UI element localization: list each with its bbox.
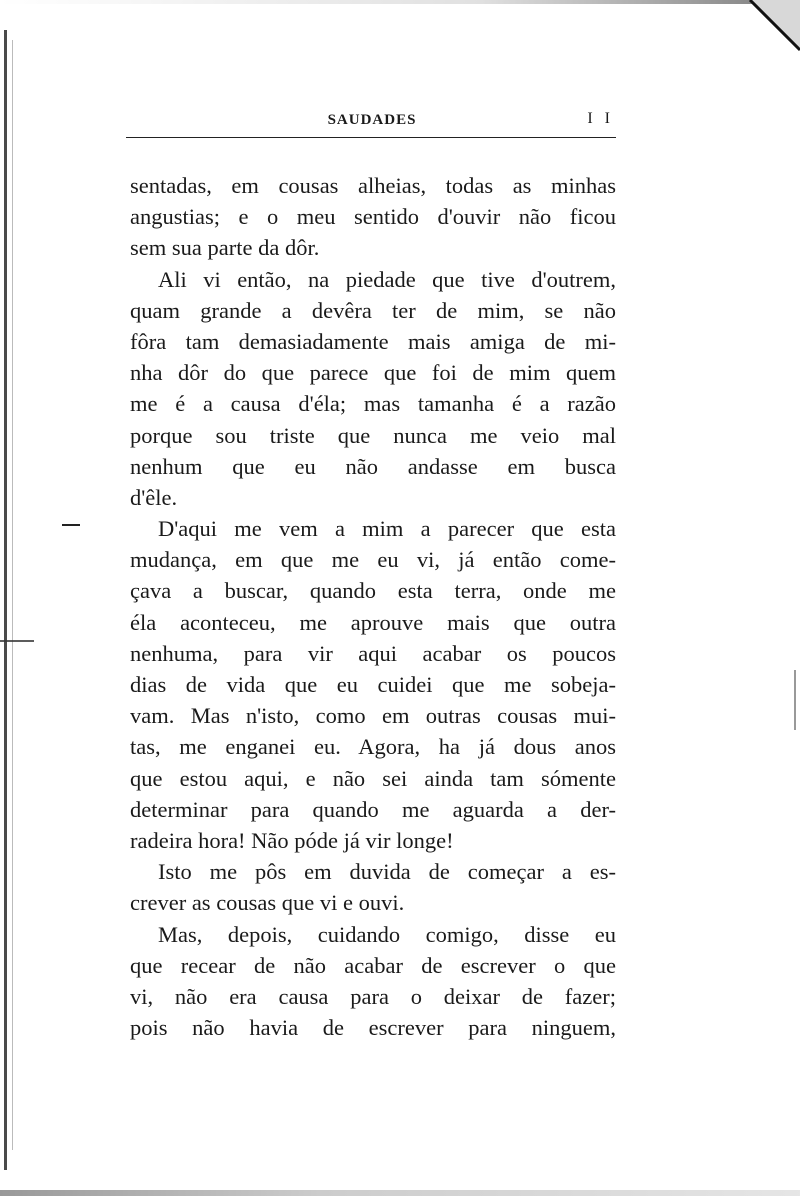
right-margin-mark: [794, 670, 796, 730]
page-number: I I: [587, 110, 614, 127]
text-line: porque sou triste que nunca me veio mal: [130, 422, 616, 448]
text-line: Mas, depois, cuidando comigo, disse eu: [158, 921, 616, 947]
text-line: quam grande a devêra ter de mim, se não: [130, 297, 616, 323]
body-text: [130, 170, 616, 1043]
text-line: crever as cousas que vi e ouvi.: [130, 890, 405, 916]
text-line: D'aqui me vem a mim a parecer que esta: [158, 516, 616, 542]
text-line: me é a causa d'éla; mas tamanha é a razão: [130, 391, 616, 417]
text-line: nenhuma, para vir aqui acabar os poucos: [130, 640, 616, 666]
margin-mark: [0, 640, 34, 642]
text-line: que estou aqui, e não sei ainda tam sómente: [130, 765, 616, 791]
text-line: mudança, em que me eu vi, já então come-: [130, 547, 616, 573]
folded-corner: [740, 0, 800, 60]
page-top-edge: [0, 0, 800, 4]
text-line: angustias; e o meu sentido d'ouvir não ficou: [130, 204, 616, 230]
text-line: dias de vida que eu cuidei que me sobeja-: [130, 672, 616, 697]
text-line: d'êle.: [130, 484, 178, 510]
running-title: SAUDADES: [327, 112, 417, 128]
text-line: Ali vi então, na piedade que tive d'outrem,: [158, 266, 616, 292]
text-line: çava a buscar, quando esta terra, onde me: [130, 578, 616, 604]
text-line: sem sua parte da dôr.: [130, 235, 320, 261]
text-line: Isto me pôs em duvida de começar a es-: [158, 859, 616, 885]
text-line: fôra tam demasiadamente mais amiga de mi-: [130, 328, 616, 354]
text-line: nha dôr do que parece que foi de mim quem: [130, 360, 616, 386]
header-rule: [126, 137, 616, 138]
text-line: vi, não era causa para o deixar de fazer;: [130, 983, 616, 1009]
page-bottom-edge: [0, 1190, 800, 1196]
text-line: determinar para quando me aguarda a der-: [130, 796, 616, 822]
text-line: tas, me enganei eu. Agora, ha já dous anos: [130, 734, 616, 760]
margin-dash: [62, 524, 80, 526]
text-line: nenhum que eu não andasse em busca: [130, 453, 616, 479]
text-line: pois não havia de escrever para ninguem,: [130, 1015, 616, 1041]
text-line: radeira hora! Não póde já vir longe!: [130, 827, 454, 853]
page-left-edge: [4, 30, 7, 1170]
text-line: éla aconteceu, me aprouve mais que outra: [130, 609, 616, 635]
running-head: [128, 108, 616, 138]
text-line: sentadas, em cousas alheias, todas as minhas: [130, 173, 616, 198]
text-line: que recear de não acabar de escrever o que: [130, 952, 616, 978]
page-left-shadow: [12, 40, 13, 1150]
text-line: vam. Mas n'isto, como em outras cousas mui-: [130, 703, 616, 729]
